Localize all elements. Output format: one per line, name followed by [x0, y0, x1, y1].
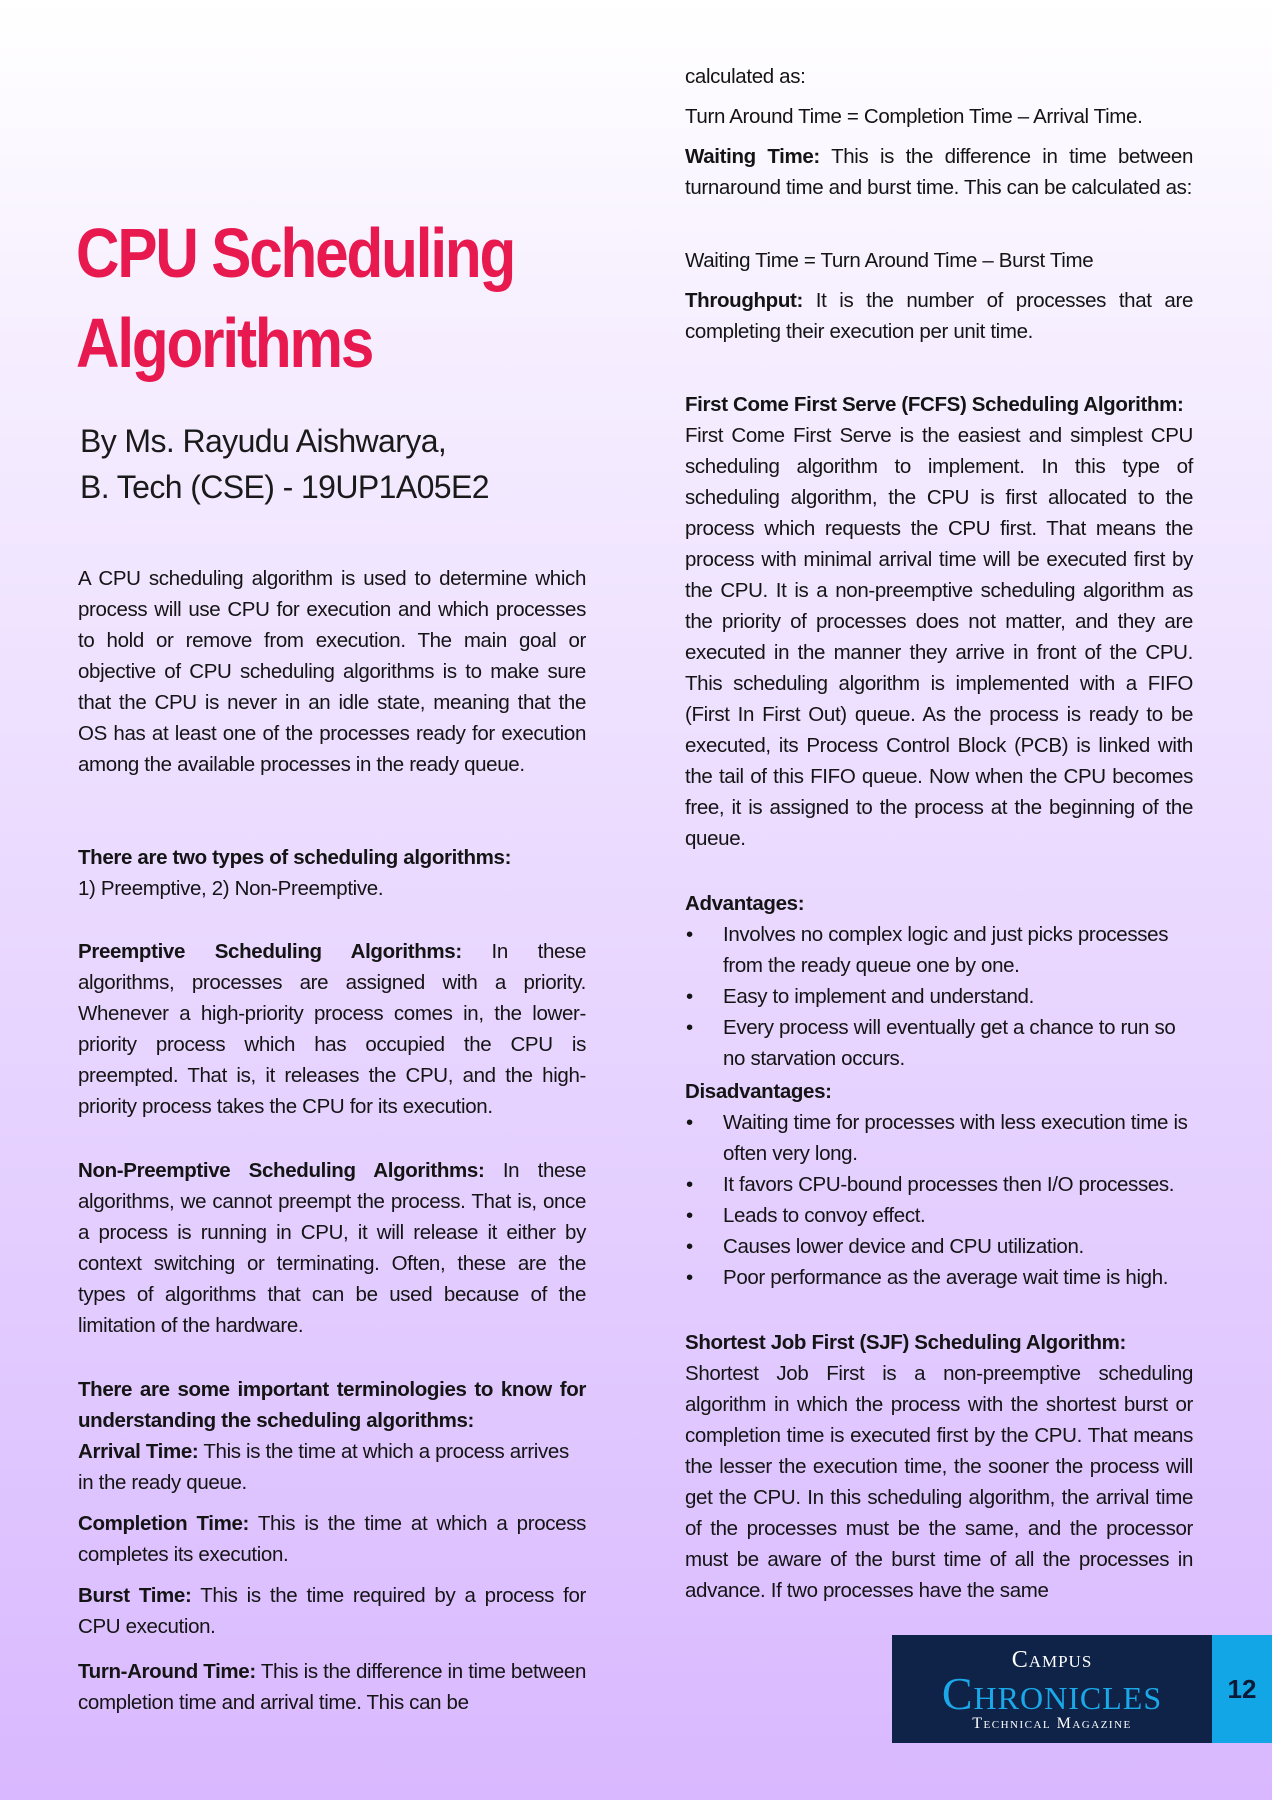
types-section [78, 842, 586, 904]
waiting-time-definition [685, 141, 1193, 203]
nonpreemptive-paragraph [78, 1155, 586, 1341]
calc-as-text: calculated as: [685, 65, 806, 88]
fcfs-heading: First Come First Serve (FCFS) Scheduling Algorithm: [685, 393, 1184, 416]
bullet-icon: • [686, 1173, 693, 1196]
preemptive-label: Preemptive Scheduling Algorithms: [78, 940, 462, 963]
list-item: • Poor performance as the average wait time is high. [685, 1262, 1193, 1293]
byline-author: By Ms. Rayudu Aishwarya, [80, 423, 447, 459]
completion-text: This is the time at which a process completes its execution. [78, 1512, 587, 1566]
list-item: • It favors CPU-bound processes then I/O processes. [685, 1169, 1193, 1200]
tat-label: Turn-Around Time: [78, 1660, 256, 1683]
bullet-icon: • [686, 1111, 693, 1134]
disadvantages-heading: Disadvantages: [685, 1080, 832, 1103]
burst-label: Burst Time: [78, 1584, 192, 1607]
list-item: • Leads to convoy effect. [685, 1200, 1193, 1231]
disadvantages-list [685, 1107, 1193, 1293]
disadvantages-section [685, 1076, 1193, 1293]
waiting-formula: Waiting Time = Turn Around Time – Burst Time [685, 249, 1094, 272]
page-number: 12 [1212, 1635, 1272, 1743]
list-item: • Every process will eventually get a chance to run so no starvation occurs. [685, 1012, 1193, 1074]
fcfs-section [685, 389, 1193, 854]
sjf-section [685, 1327, 1193, 1606]
article-title [76, 208, 514, 388]
turnaround-time-definition [78, 1656, 586, 1718]
bullet-icon: • [686, 1016, 693, 1039]
arrival-label: Arrival Time: [78, 1440, 199, 1463]
list-item: • Waiting time for processes with less execution time is often very long. [685, 1107, 1193, 1169]
bullet-icon: • [686, 1204, 693, 1227]
turnaround-formula: Turn Around Time = Completion Time – Arrival Time. [685, 105, 1143, 128]
logo-subtitle-text: Technical Magazine [972, 1715, 1132, 1732]
preemptive-paragraph [78, 936, 586, 1122]
nonpreemptive-text: In these algorithms, we cannot preempt the process. That is, once a process is running in CPU, it will release it either by context switching or terminating. Often, these are the types of algorithms that can be used because of the limitation of the hardware. [78, 1159, 586, 1337]
types-heading: There are two types of scheduling algorithms: [78, 846, 512, 869]
arrival-time-definition [78, 1436, 586, 1498]
burst-time-definition [78, 1580, 586, 1642]
tat-text: This is the difference in time between completion time and arrival time. This can be [78, 1660, 586, 1714]
completion-label: Completion Time: [78, 1512, 250, 1535]
waiting-text: This is the difference in time between turnaround time and burst time. This can be calculated as: [685, 145, 1193, 199]
waiting-label: Waiting Time: [685, 145, 820, 168]
title-line-1: CPU Scheduling [76, 214, 515, 292]
bullet-icon: • [686, 923, 693, 946]
author-byline [80, 418, 489, 510]
logo-chronicles-text: Chronicles [941, 1668, 1163, 1719]
list-item: • Easy to implement and understand. [685, 981, 1193, 1012]
title-line-2: Algorithms [76, 304, 373, 382]
advantages-section [685, 888, 1193, 1074]
campus-chronicles-logo [892, 1635, 1212, 1743]
types-list: 1) Preemptive, 2) Non-Preemptive. [78, 877, 384, 900]
advantages-list [685, 919, 1193, 1074]
intro-paragraph: A CPU scheduling algorithm is used to determine which process will use CPU for execution and which processes to hold or remove from execution. The main goal or objective of CPU scheduling algorithms is to make sure that the CPU is never in an idle state, meaning that the OS has at least one of the processes ready for execution among the available processes in the ready queue. [78, 567, 586, 776]
sjf-paragraph: Shortest Job First is a non-preemptive scheduling algorithm in which the process with the shortest burst or completion time is executed first by the CPU. That means the lesser the execution time, the sooner the process will get the CPU. In this scheduling algorithm, the arrival time of the processes must be the same, and the processor must be aware of the burst time of all the processes in advance. If two processes have the same [685, 1362, 1193, 1602]
throughput-text: It is the number of processes that are completing their execution per unit time. [685, 289, 1193, 343]
byline-course: B. Tech (CSE) - 19UP1A05E2 [80, 469, 489, 505]
advantages-heading: Advantages: [685, 892, 805, 915]
throughput-definition [685, 285, 1193, 347]
throughput-label: Throughput: [685, 289, 803, 312]
sjf-heading: Shortest Job First (SJF) Scheduling Algorithm: [685, 1331, 1126, 1354]
burst-text: This is the time required by a process for CPU execution. [78, 1584, 586, 1638]
bullet-icon: • [686, 985, 693, 1008]
completion-time-definition [78, 1508, 586, 1570]
bullet-icon: • [686, 1266, 693, 1289]
fcfs-paragraph: First Come First Serve is the easiest and simplest CPU scheduling algorithm to implement. In this type of scheduling algorithm, the CPU is first allocated to the process which requests the CPU first. That means the process with minimal arrival time will be executed first by the CPU. It is a non-preemptive scheduling algorithm as the priority of processes does not matter, and they are executed in the manner they arrive in front of the CPU. This scheduling algorithm is implemented with a FIFO (First In First Out) queue. As the process is ready to be executed, its Process Control Block (PCB) is linked with the tail of this FIFO queue. Now when the CPU becomes free, it is assigned to the process at the beginning of the queue. [685, 424, 1193, 850]
preemptive-text: In these algorithms, processes are assigned with a priority. Whenever a high-priority process comes in, the lower-priority process which has occupied the CPU is preempted. That is, it releases the CPU, and the high-priority process takes the CPU for its execution. [78, 940, 586, 1118]
terms-heading: There are some important terminologies to know for understanding the scheduling algorithms: [78, 1378, 586, 1432]
nonpreemptive-label: Non-Preemptive Scheduling Algorithms: [78, 1159, 485, 1182]
arrival-text: This is the time at which a process arrives in the ready queue. [78, 1440, 569, 1494]
logo-campus-text: Campus [1011, 1647, 1093, 1673]
bullet-icon: • [686, 1235, 693, 1258]
list-item: • Involves no complex logic and just picks processes from the ready queue one by one. [685, 919, 1193, 981]
list-item: • Causes lower device and CPU utilization. [685, 1231, 1193, 1262]
